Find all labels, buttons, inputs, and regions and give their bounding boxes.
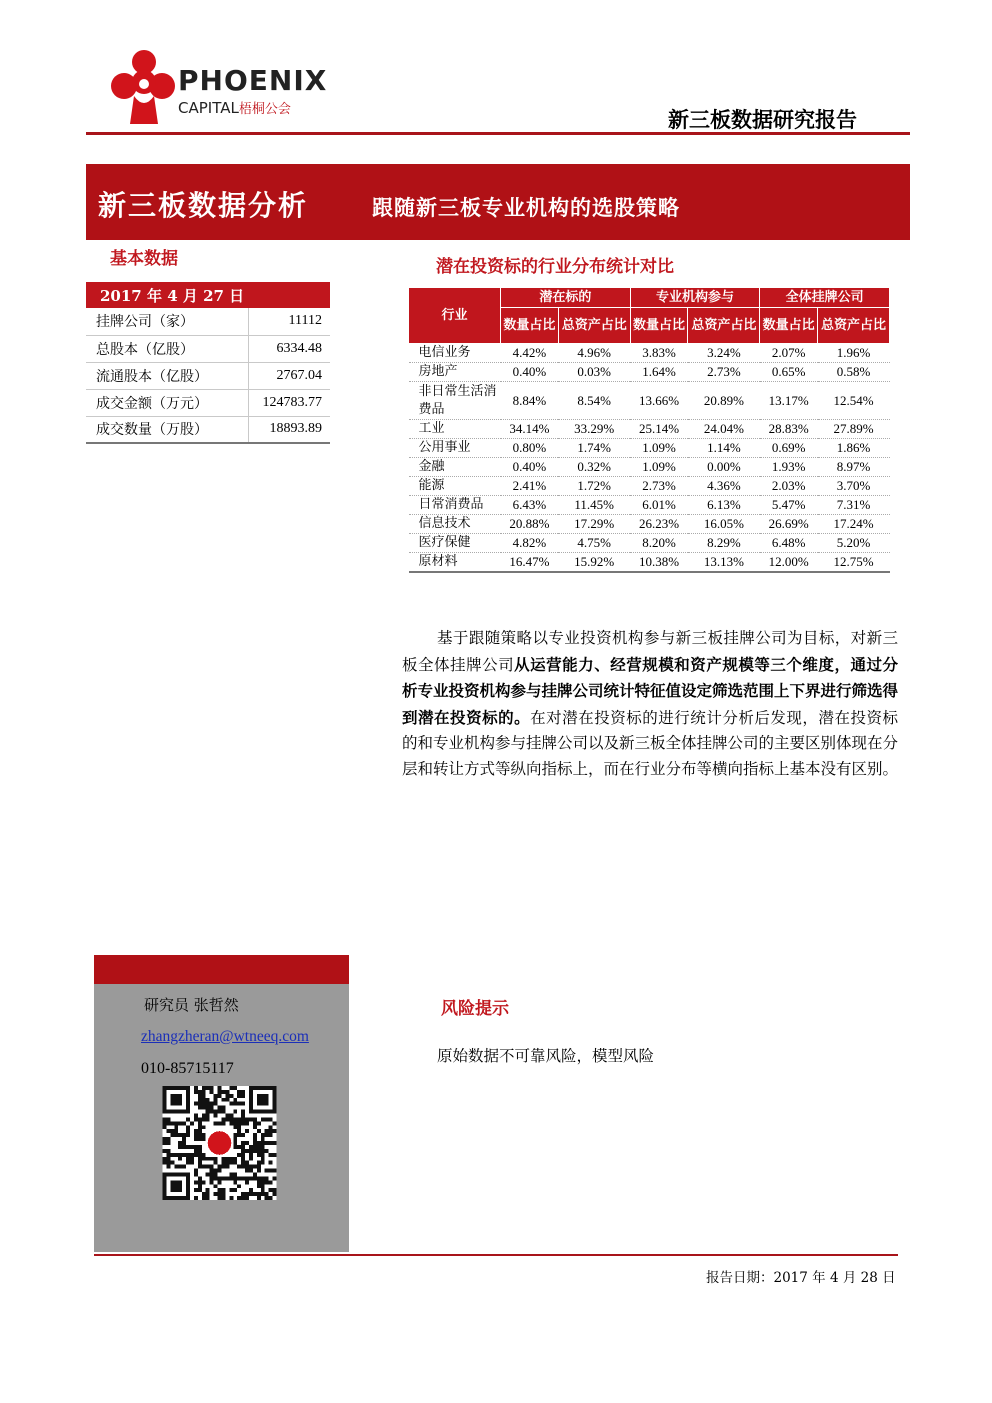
risk-text: 原始数据不可靠风险，模型风险: [437, 1047, 655, 1065]
industry-value: 0.40%: [501, 458, 559, 477]
industry-value: 2.41%: [501, 477, 559, 496]
industry-name: 医疗保健: [409, 534, 501, 553]
row-label: 成交金额（万元）: [86, 389, 248, 416]
industry-value: 8.54%: [558, 382, 630, 420]
industry-value: 1.14%: [688, 439, 760, 458]
basic-data-date: 2017 年 4 月 27 日: [86, 282, 330, 308]
industry-table-title: 潜在投资标的行业分布统计对比: [436, 257, 674, 277]
contact-header-bar: [94, 955, 349, 984]
industry-value: 5.47%: [760, 496, 818, 515]
table-row: [409, 477, 890, 496]
industry-value: 6.43%: [501, 496, 559, 515]
qr-code-icon: [162, 1086, 277, 1200]
table-row: [409, 344, 890, 363]
industry-table: [408, 287, 890, 573]
banner-subtitle: 跟随新三板专业机构的选股策略: [372, 195, 680, 220]
industry-value: 1.09%: [630, 458, 688, 477]
table-row: [409, 363, 890, 382]
industry-value: 12.54%: [818, 382, 890, 420]
industry-value: 2.03%: [760, 477, 818, 496]
summary-text-bold: 从运营能力、经营规模和资产规模等三个维度，通过分析专业投资机构参与挂牌公司统计特征值设定筛选范围上下界进行筛选得到潜在投资标的。: [402, 654, 899, 727]
summary-paragraph: [402, 626, 898, 782]
industry-value: 0.65%: [760, 363, 818, 382]
industry-value: 17.24%: [818, 515, 890, 534]
industry-value: 1.72%: [558, 477, 630, 496]
row-value: 124783.77: [248, 389, 330, 416]
analyst-phone: 010-85715117: [141, 1060, 234, 1077]
sub-col-header: 总资产占比: [688, 308, 760, 344]
industry-value: 1.09%: [630, 439, 688, 458]
industry-value: 26.23%: [630, 515, 688, 534]
industry-value: 3.83%: [630, 344, 688, 363]
table-row: [409, 553, 890, 573]
header-divider: [86, 132, 910, 135]
industry-name: 房地产: [409, 363, 501, 382]
table-row: [409, 515, 890, 534]
industry-value: 4.96%: [558, 344, 630, 363]
industry-value: 33.29%: [558, 420, 630, 439]
industry-value: 24.04%: [688, 420, 760, 439]
industry-value: 0.40%: [501, 363, 559, 382]
industry-value: 3.70%: [818, 477, 890, 496]
industry-value: 8.20%: [630, 534, 688, 553]
industry-value: 26.69%: [760, 515, 818, 534]
industry-value: 6.48%: [760, 534, 818, 553]
industry-value: 1.64%: [630, 363, 688, 382]
row-value: 18893.89: [248, 416, 330, 443]
industry-value: 4.36%: [688, 477, 760, 496]
risk-title: 风险提示: [441, 999, 509, 1019]
table-row: [409, 534, 890, 553]
industry-value: 20.88%: [501, 515, 559, 534]
sub-col-header: 总资产占比: [818, 308, 890, 344]
industry-value: 28.83%: [760, 420, 818, 439]
row-value: 6334.48: [248, 335, 330, 362]
group-header: 全体挂牌公司: [760, 288, 890, 308]
group-header: 潜在标的: [501, 288, 631, 308]
industry-value: 0.32%: [558, 458, 630, 477]
industry-name: 工业: [409, 420, 501, 439]
industry-value: 4.75%: [558, 534, 630, 553]
group-header: 专业机构参与: [630, 288, 760, 308]
industry-value: 8.84%: [501, 382, 559, 420]
basic-data-table: [86, 282, 330, 444]
footer-divider: [94, 1254, 898, 1256]
basic-data-title: 基本数据: [110, 249, 178, 269]
industry-value: 4.42%: [501, 344, 559, 363]
industry-value: 27.89%: [818, 420, 890, 439]
logo-subtitle: [178, 98, 291, 117]
industry-value: 34.14%: [501, 420, 559, 439]
industry-name: 金融: [409, 458, 501, 477]
industry-value: 0.58%: [818, 363, 890, 382]
industry-value: 20.89%: [688, 382, 760, 420]
industry-value: 1.96%: [818, 344, 890, 363]
sub-col-header: 数量占比: [760, 308, 818, 344]
industry-value: 2.73%: [688, 363, 760, 382]
industry-value: 6.01%: [630, 496, 688, 515]
industry-value: 6.13%: [688, 496, 760, 515]
industry-value: 10.38%: [630, 553, 688, 573]
industry-name: 公用事业: [409, 439, 501, 458]
analyst-email-link[interactable]: zhangzheran@wtneeq.com: [141, 1028, 309, 1045]
industry-name: 非日常生活消费品: [409, 382, 501, 420]
industry-value: 0.80%: [501, 439, 559, 458]
banner-main-title: 新三板数据分析: [98, 189, 309, 222]
industry-value: 13.66%: [630, 382, 688, 420]
row-value: 11112: [248, 308, 330, 335]
industry-value: 16.47%: [501, 553, 559, 573]
industry-value: 0.00%: [688, 458, 760, 477]
industry-name: 日常消费品: [409, 496, 501, 515]
sub-col-header: 数量占比: [501, 308, 559, 344]
industry-value: 12.75%: [818, 553, 890, 573]
table-row: [86, 335, 330, 362]
table-row: [86, 362, 330, 389]
col-industry: 行业: [409, 288, 501, 344]
industry-value: 17.29%: [558, 515, 630, 534]
industry-value: 7.31%: [818, 496, 890, 515]
industry-value: 3.24%: [688, 344, 760, 363]
industry-name: 能源: [409, 477, 501, 496]
summary-text-1: 基于跟随策略以专业投资机构参与新三板挂牌公司为目标，对新三板全体挂牌公司: [402, 629, 898, 674]
table-row: [409, 496, 890, 515]
industry-value: 1.74%: [558, 439, 630, 458]
table-row: [86, 416, 330, 443]
logo-sub-cn: 梧桐公会: [238, 102, 291, 117]
industry-value: 1.86%: [818, 439, 890, 458]
industry-value: 11.45%: [558, 496, 630, 515]
analyst-name: 研究员 张哲然: [144, 996, 239, 1014]
industry-value: 13.17%: [760, 382, 818, 420]
table-row: [86, 308, 330, 335]
table-row: [409, 420, 890, 439]
industry-value: 8.97%: [818, 458, 890, 477]
logo-name: PHOENIX: [178, 64, 328, 97]
summary-text-2: 在对潜在投资标的进行统计分析后发现，潜在投资标的和专业机构参与挂牌公司以及新三板全体挂牌公司的主要区别体现在分层和转让方式等纵向指标上，而在行业分布等横向指标上基本没有区别。: [402, 708, 899, 778]
table-row: [409, 458, 890, 477]
industry-value: 15.92%: [558, 553, 630, 573]
table-row: [409, 382, 890, 420]
industry-value: 0.69%: [760, 439, 818, 458]
industry-value: 16.05%: [688, 515, 760, 534]
industry-value: 8.29%: [688, 534, 760, 553]
industry-value: 1.93%: [760, 458, 818, 477]
industry-value: 13.13%: [688, 553, 760, 573]
row-value: 2767.04: [248, 362, 330, 389]
report-date: 报告日期：2017 年 4 月 28 日: [706, 1270, 896, 1286]
industry-value: 5.20%: [818, 534, 890, 553]
table-row: [409, 439, 890, 458]
industry-name: 原材料: [409, 553, 501, 573]
table-row: [86, 389, 330, 416]
industry-value: 4.82%: [501, 534, 559, 553]
industry-value: 25.14%: [630, 420, 688, 439]
row-label: 成交数量（万股）: [86, 416, 248, 443]
sub-col-header: 数量占比: [630, 308, 688, 344]
industry-name: 电信业务: [409, 344, 501, 363]
row-label: 总股本（亿股）: [86, 335, 248, 362]
row-label: 挂牌公司（家）: [86, 308, 248, 335]
industry-value: 2.07%: [760, 344, 818, 363]
industry-value: 0.03%: [558, 363, 630, 382]
logo-sub-en: CAPITAL: [178, 99, 239, 117]
industry-value: 12.00%: [760, 553, 818, 573]
report-title: 新三板数据研究报告: [668, 108, 857, 132]
row-label: 流通股本（亿股）: [86, 362, 248, 389]
industry-value: 2.73%: [630, 477, 688, 496]
sub-col-header: 总资产占比: [558, 308, 630, 344]
industry-name: 信息技术: [409, 515, 501, 534]
